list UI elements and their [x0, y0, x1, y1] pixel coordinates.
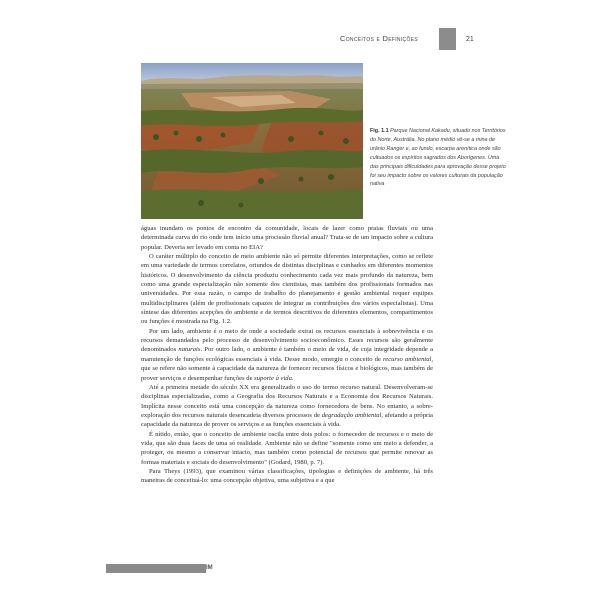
page-number: 21 [466, 36, 474, 43]
paragraph-3-part-g: . [291, 374, 294, 382]
paragraph-6: Para Theys (1993), que examinou várias classificações, tipologias e definições de ambiente, há três maneiras de conceituá-lo: uma concepção objetiva, uma subjetiva e a que [141, 467, 433, 485]
footer-logo-mark: IM [206, 565, 213, 571]
figure-caption [370, 127, 508, 189]
term-naturais: naturais [178, 346, 201, 354]
term-recurso-ambiental: recurso ambiental [382, 355, 432, 363]
paragraph-1: águas inundam os pontos de encontro da comunidade, locais de lazer como praias fluviais ou uma determinada curva do rio onde tem início uma procissão fluvial anual? Trata-se de um impacto sobre a cultura popular. Deveria ser levado em conta no EIA? [141, 225, 433, 251]
body-text [141, 224, 433, 486]
running-header-title: Conceitos e Definições [340, 34, 418, 43]
term-suporte-a-vida: suporte à vida [254, 374, 292, 382]
footer-accent-bar [106, 564, 206, 573]
figure-caption-text: Parque Nacional Kakadu, situado nos Territórios do Norte, Austrália. No plano médio vê-se a mina de urânio Ranger e, ao fundo, escarpa arenítica onde são cultuados os espíritos sagrados dos Aborígenes. Uma das principais dificuldades para aprovação desse projeto foi seu impacto sobre os valores culturais da população nativa [370, 128, 506, 188]
paragraph-4-part-a: Até a primeira metade do século XX era generalizado o uso do termo recurso natural. Desenvolveram-se disciplinas especializadas, como a Geografia dos Recursos Naturais e a Economia dos Recursos Naturais. Implícita nesse conceito está uma concepção da natureza como fornecedora de bens. No entanto, a sobre-exploração dos recursos naturais desencadeia diversos processos de [141, 383, 433, 419]
figure-photo [141, 63, 363, 219]
term-degradacao-ambiental: degradação ambiental [321, 411, 382, 419]
paragraph-3-part-a: Por um lado, ambiente é o meio de onde a sociedade extrai os recursos essenciais à sobrevivência e os recursos demandados pelo processo de desenvolvimento socioeconômico. Esses recursos são geralmente denominados [141, 327, 433, 354]
paragraph-5: É nítido, então, que o conceito de ambiente oscila entre dois polos: o fornecedor de recursos e o meio de vida, que são duas faces de uma só realidade. Ambiente não se define "somente como um meio a defender, a proteger, ou mesmo a conservar intacto, mas também como potencial de recursos que permite renovar as formas materiais e sociais do desenvolvimento" (Godard, 1980, p. 7). [141, 430, 433, 466]
header-accent-bar [439, 28, 456, 50]
paragraph-2: O caráter múltiplo do conceito de meio ambiente não só permite diferentes interpretações, como se reflete em uma variedade de termos correlatos, oriundos de distintas disciplinas e cunhados em diferentes momentos históricos. O desenvolvimento da ciência produziu conhecimento cada vez mais profundo da natureza, bem como uma grande especialização não somente dos cientistas, mas também dos profissionais formados nas universidades. Por essa razão, o campo de trabalho do planejamento e gestão ambiental requer equipes multidisciplinares (além de profissionais capazes de integrar as contribuições dos vários especialistas). Uma síntese das diferentes acepções do ambiente e de termos descritivos de diferentes elementos, compartimentos ou funções é mostrada na Fig. 1.2. [141, 253, 433, 326]
figure-label: Fig. 1.1 [370, 128, 389, 134]
paragraph-3-part-e: , que se refere não somente à capacidade da natureza de fornecer recursos físicos e biológicos, mas também de prover serviços e desempenhar funções de [141, 355, 433, 382]
paragraph-3-part-c: . Por outro lado, o ambiente é também o meio de vida, de cuja integridade depende a manutenção de funções ecológicas essenciais à vida. Desse modo, emergiu o conceito de [141, 346, 433, 363]
paragraph-3 [141, 327, 433, 383]
paragraph-4-part-c: , afetando a própria capacidade da natureza de prover os serviços e as funções essenciais à vida. [141, 411, 433, 429]
landscape-photo-image [141, 63, 363, 219]
paragraph-4 [141, 383, 433, 430]
